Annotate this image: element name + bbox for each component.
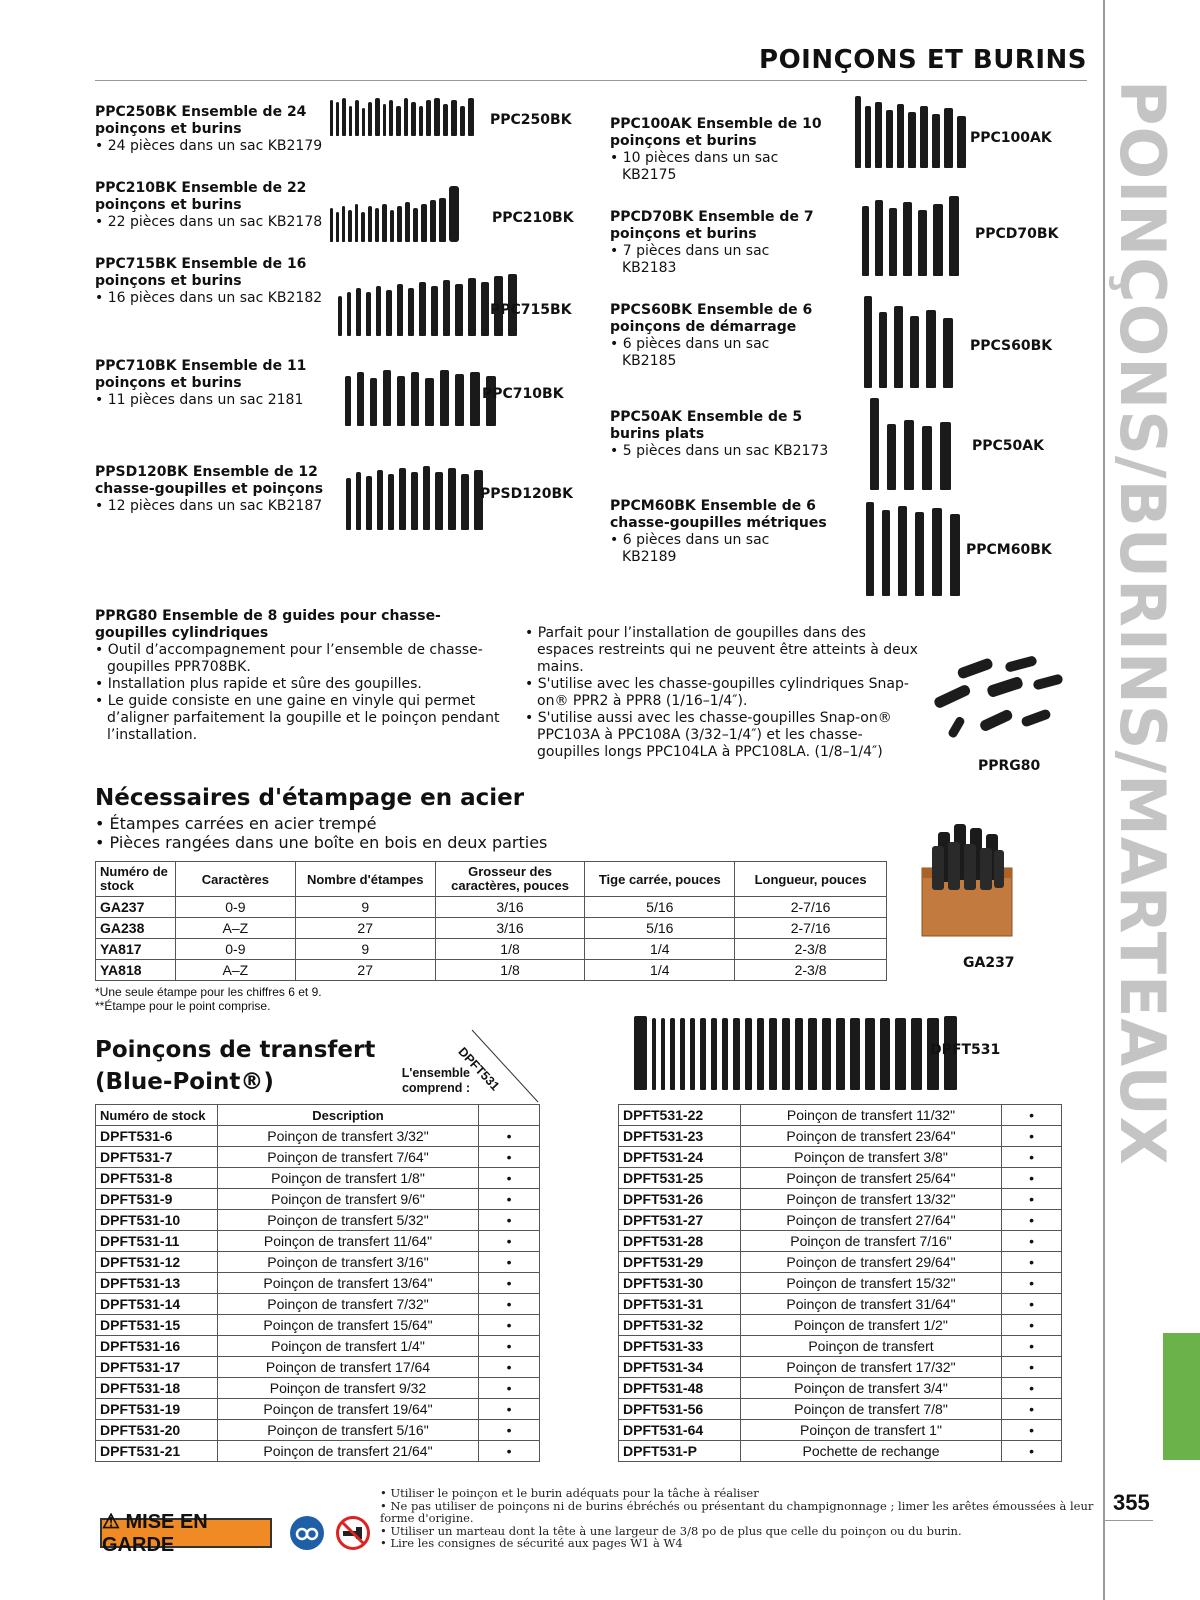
kit-included-dot: •: [479, 1273, 540, 1294]
description: Poinçon de transfert 7/8": [740, 1399, 1001, 1420]
kit-ppc100ak: [610, 116, 840, 184]
description: Poinçon de transfert 29/64": [740, 1252, 1001, 1273]
table-row: [96, 1378, 540, 1399]
kit-included-dot: •: [1002, 1399, 1062, 1420]
kit-code-diagonal: DPFT531: [455, 1044, 503, 1094]
table-row: [619, 1252, 1062, 1273]
tools-image-ppc100ak: [855, 96, 966, 168]
kit-bullet: • 7 pièces dans un sac: [610, 243, 770, 259]
table-row: [96, 1315, 540, 1336]
pprg80-bullet: • Outil d’accompagnement pour l’ensemble de chasse-goupilles PPR708BK.: [95, 642, 483, 675]
kit-included-dot: •: [479, 1252, 540, 1273]
kit-included-dot: •: [479, 1189, 540, 1210]
transfer-title-line2: (Blue-Point®): [95, 1069, 274, 1095]
stock-number: DPFT531-31: [619, 1294, 741, 1315]
kit-bullet-cont: KB2185: [622, 353, 677, 369]
stock-number: DPFT531-56: [619, 1399, 741, 1420]
col-header: Numéro de stock: [96, 1105, 218, 1126]
table-row: [619, 1357, 1062, 1378]
description: Poinçon de transfert 1": [740, 1420, 1001, 1441]
table-row: [619, 1273, 1062, 1294]
kit-title: PPSD120BK Ensemble de 12 chasse-goupilles et poinçons: [95, 464, 324, 497]
kit-title: PPC100AK Ensemble de 10 poinçons et burins: [610, 116, 822, 149]
product-code: PPSD120BK: [480, 486, 573, 502]
kit-included-dot: •: [479, 1357, 540, 1378]
description: Poinçon de transfert 9/6": [217, 1189, 478, 1210]
transfer-table-right: [618, 1104, 1062, 1462]
kit-bullet: • 5 pièces dans un sac KB2173: [610, 443, 829, 459]
kit-bullet-cont: KB2189: [622, 549, 677, 565]
col-header: Longueur, pouces: [735, 862, 887, 897]
stock-number: DPFT531-8: [96, 1168, 218, 1189]
kit-bullet-cont: KB2175: [622, 167, 677, 183]
kit-ppcm60bk: [610, 498, 850, 566]
stock-number: DPFT531-24: [619, 1147, 741, 1168]
safety-line: • Utiliser un marteau dont la tête à une largeur de 3/8 po de plus que celle du poinçon ou du burin.: [380, 1523, 962, 1538]
description: Poinçon de transfert 13/32": [740, 1189, 1001, 1210]
kit-bullet: • 6 pièces dans un sac: [610, 532, 770, 548]
transfer-title: [95, 1034, 375, 1098]
table-row: [96, 1441, 540, 1462]
table-row: YA817 0-9 9 1/8 1/4 2-3/8: [96, 939, 887, 960]
kit-included-dot: •: [479, 1420, 540, 1441]
description: Poinçon de transfert 13/64": [217, 1273, 478, 1294]
kit-included-dot: •: [1002, 1126, 1062, 1147]
table-row: [96, 1168, 540, 1189]
description: Poinçon de transfert 7/64": [217, 1147, 478, 1168]
kit-title: PPCD70BK Ensemble de 7 poinçons et burins: [610, 209, 814, 242]
kit-included-dot: •: [1002, 1168, 1062, 1189]
description: Poinçon de transfert 31/64": [740, 1294, 1001, 1315]
description: Poinçon de transfert 17/64: [217, 1357, 478, 1378]
safety-line: • Utiliser le poinçon et le burin adéquats pour la tâche à réaliser: [380, 1486, 759, 1500]
safety-line: • Lire les consignes de sécurité aux pages W1 à W4: [380, 1536, 683, 1550]
table-row: [619, 1441, 1062, 1462]
stock-number: DPFT531-27: [619, 1210, 741, 1231]
tools-image-ppsd120bk: [346, 466, 483, 530]
table-row: [96, 1336, 540, 1357]
table-row: [619, 1105, 1062, 1126]
kit-ppc250bk: [95, 104, 325, 155]
col-header: Caractères: [175, 862, 295, 897]
col-header: Grosseur des caractères, pouces: [435, 862, 585, 897]
stock-number: DPFT531-13: [96, 1273, 218, 1294]
kit-included-dot: •: [1002, 1357, 1062, 1378]
stock-number: DPFT531-P: [619, 1441, 741, 1462]
stamping-bullets: [95, 814, 547, 852]
table-row: GA237 0-9 9 3/16 5/16 2-7/16: [96, 897, 887, 918]
tools-image-ppcm60bk: [866, 502, 960, 596]
kit-ppc210bk: [95, 180, 325, 231]
kit-title: PPC50AK Ensemble de 5 burins plats: [610, 409, 803, 442]
kit-title: PPC710BK Ensemble de 11 poinçons et burins: [95, 358, 307, 391]
col-header: Description: [217, 1105, 478, 1126]
page-title: POINÇONS ET BURINS: [759, 45, 1087, 75]
pprg80-title: PPRG80 Ensemble de 8 guides pour chasse-goupilles cylindriques: [95, 608, 441, 641]
transfer-table-left: [95, 1104, 540, 1462]
col-header-kit: [479, 1105, 540, 1126]
kit-included-dot: •: [1002, 1273, 1062, 1294]
stock-number: DPFT531-32: [619, 1315, 741, 1336]
table-row: [619, 1420, 1062, 1441]
table-row: [96, 1420, 540, 1441]
kit-included-dot: •: [1002, 1420, 1062, 1441]
kit-included-dot: •: [479, 1231, 540, 1252]
table-row: [619, 1210, 1062, 1231]
product-code: PPC100AK: [970, 130, 1052, 146]
page-header: [95, 45, 1087, 81]
tools-image-ppc210bk: [330, 186, 459, 242]
kit-title: PPCS60BK Ensemble de 6 poinçons de démarrage: [610, 302, 813, 335]
product-code: PPCD70BK: [975, 226, 1059, 242]
description: Poinçon de transfert 15/64": [217, 1315, 478, 1336]
kit-ppc710bk: [95, 358, 325, 409]
stock-number: DPFT531-28: [619, 1231, 741, 1252]
product-code: PPCS60BK: [970, 338, 1053, 354]
table-row: [96, 1189, 540, 1210]
table-row: [619, 1399, 1062, 1420]
description: Poinçon de transfert 5/16": [217, 1420, 478, 1441]
product-code: PPC715BK: [490, 302, 572, 318]
safety-line: • Ne pas utiliser de poinçons ni de burins ébréchés ou présentant du champignonnage ; limer les arêtes émoussées à leur forme d'origine.: [380, 1498, 1094, 1525]
kit-included-dot: •: [479, 1126, 540, 1147]
kit-includes-label: L'ensemble comprend :: [401, 1066, 470, 1095]
table-row: [96, 1126, 540, 1147]
kit-bullet: • 24 pièces dans un sac KB2179: [95, 138, 323, 154]
col-header: Nombre d'étampes: [295, 862, 435, 897]
stock-number: DPFT531-11: [96, 1231, 218, 1252]
stock-number: DPFT531-16: [96, 1336, 218, 1357]
kit-included-dot: •: [1002, 1231, 1062, 1252]
kit-included-dot: •: [1002, 1441, 1062, 1462]
tools-image-ppcs60bk: [864, 294, 953, 388]
transfer-title-line1: Poinçons de transfert: [95, 1037, 376, 1063]
stock-number: DPFT531-48: [619, 1378, 741, 1399]
page-number-rule: [1103, 1520, 1153, 1521]
kit-included-dot: •: [479, 1336, 540, 1357]
table-row: [619, 1315, 1062, 1336]
kit-included-dot: •: [1002, 1315, 1062, 1336]
table-row: [619, 1336, 1062, 1357]
pprg80-guides-image: [925, 655, 1075, 753]
tools-image-ppc710bk: [345, 370, 496, 426]
stock-number: DPFT531-25: [619, 1168, 741, 1189]
tools-image-ppc50ak: [870, 398, 951, 490]
table-row: [619, 1126, 1062, 1147]
stamping-bullet: • Étampes carrées en acier trempé: [95, 814, 377, 833]
kit-included-dot: •: [479, 1315, 540, 1336]
col-header: Numéro de stock: [96, 862, 176, 897]
side-section-label: POINÇONS/BURINS/MARTEAUX: [1106, 80, 1179, 1166]
kit-included-dot: •: [479, 1399, 540, 1420]
warning-badge: ⚠ MISE EN GARDE: [100, 1518, 272, 1548]
table-row: GA238 A–Z 27 3/16 5/16 2-7/16: [96, 918, 887, 939]
stock-number: DPFT531-9: [96, 1189, 218, 1210]
kit-included-dot: •: [479, 1378, 540, 1399]
description: Poinçon de transfert 17/32": [740, 1357, 1001, 1378]
kit-ppc50ak: [610, 409, 850, 460]
stamping-note: **Étampe pour le point comprise.: [95, 999, 271, 1013]
kit-included-dot: •: [1002, 1147, 1062, 1168]
stamping-title: Nécessaires d'étampage en acier: [95, 785, 525, 811]
kit-included-dot: •: [479, 1210, 540, 1231]
description: Poinçon de transfert 3/8": [740, 1147, 1001, 1168]
kit-included-dot: •: [1002, 1105, 1062, 1126]
description: Poinçon de transfert 11/64": [217, 1231, 478, 1252]
tools-image-ppc250bk: [330, 96, 474, 136]
stamping-notes: [95, 985, 322, 1013]
pprg80-bullet: • Parfait pour l’installation de goupilles dans des espaces restreints qui ne peuvent être atteints à deux mains.: [525, 625, 918, 675]
description: Poinçon de transfert 9/32: [217, 1378, 478, 1399]
stock-number: DPFT531-30: [619, 1273, 741, 1294]
eye-protection-icon: [290, 1516, 324, 1550]
table-row: YA818 A–Z 27 1/8 1/4 2-3/8: [96, 960, 887, 981]
kit-title: PPC715BK Ensemble de 16 poinçons et burins: [95, 256, 307, 289]
side-section-title: [1102, 80, 1182, 1240]
stock-number: DPFT531-10: [96, 1210, 218, 1231]
description: Poinçon de transfert 7/32": [217, 1294, 478, 1315]
kit-included-dot: •: [479, 1168, 540, 1189]
table-row: [96, 1399, 540, 1420]
stock-number: DPFT531-64: [619, 1420, 741, 1441]
section-tab[interactable]: [1163, 1333, 1200, 1460]
stock-number: DPFT531-14: [96, 1294, 218, 1315]
kit-bullet: • 6 pièces dans un sac: [610, 336, 770, 352]
kit-bullet-cont: KB2183: [622, 260, 677, 276]
table-row: [96, 1147, 540, 1168]
ga237-stamp-box-image: [918, 818, 1018, 940]
description: Poinçon de transfert 15/32": [740, 1273, 1001, 1294]
product-code: PPC50AK: [972, 438, 1044, 454]
kit-included-dot: •: [1002, 1210, 1062, 1231]
pprg80-features: [525, 625, 925, 761]
description: Poinçon de transfert 23/64": [740, 1126, 1001, 1147]
kit-ppcs60bk: [610, 302, 840, 370]
description: Poinçon de transfert 1/4": [217, 1336, 478, 1357]
stock-number: DPFT531-33: [619, 1336, 741, 1357]
stamping-table: [95, 861, 887, 981]
kit-included-dot: •: [1002, 1189, 1062, 1210]
stock-number: DPFT531-29: [619, 1252, 741, 1273]
pprg80-bullet: • S'utilise aussi avec les chasse-goupilles Snap-on® PPC103A à PPC108A (3/32–1/4″) et les chasse-goupilles longs PPC104LA à PPC108LA. (1/8–1/4″): [525, 710, 892, 760]
kit-ppsd120bk: [95, 464, 335, 515]
kit-bullet: • 10 pièces dans un sac: [610, 150, 779, 166]
table-row: [619, 1147, 1062, 1168]
description: Poinçon de transfert 1/2": [740, 1315, 1001, 1336]
kit-included-dot: •: [1002, 1252, 1062, 1273]
description: Poinçon de transfert 25/64": [740, 1168, 1001, 1189]
kit-bullet: • 22 pièces dans un sac KB2178: [95, 214, 323, 230]
tools-image-ppcd70bk: [862, 196, 959, 276]
kit-bullet: • 12 pièces dans un sac KB2187: [95, 498, 323, 514]
kit-bullet: • 16 pièces dans un sac KB2182: [95, 290, 323, 306]
stock-number: DPFT531-18: [96, 1378, 218, 1399]
description: Poinçon de transfert 3/4": [740, 1378, 1001, 1399]
kit-title: PPCM60BK Ensemble de 6 chasse-goupilles métriques: [610, 498, 827, 531]
product-code: DPFT531: [930, 1042, 1001, 1058]
dpft531-punches-image: [634, 1014, 957, 1090]
table-row: [619, 1231, 1062, 1252]
kit-bullet: • 11 pièces dans un sac 2181: [95, 392, 304, 408]
stamping-bullet: • Pièces rangées dans une boîte en bois en deux parties: [95, 833, 548, 852]
table-row: [619, 1189, 1062, 1210]
description: Poinçon de transfert: [740, 1336, 1001, 1357]
stock-number: DPFT531-15: [96, 1315, 218, 1336]
stock-number: DPFT531-21: [96, 1441, 218, 1462]
stock-number: DPFT531-20: [96, 1420, 218, 1441]
table-row: [619, 1294, 1062, 1315]
pprg80-block: [95, 608, 505, 744]
product-code: PPCM60BK: [966, 542, 1052, 558]
description: Poinçon de transfert 7/16": [740, 1231, 1001, 1252]
table-row: [619, 1378, 1062, 1399]
stock-number: DPFT531-12: [96, 1252, 218, 1273]
kit-title: PPC250BK Ensemble de 24 poinçons et burins: [95, 104, 307, 137]
table-row: [96, 1231, 540, 1252]
page-number: 355: [1113, 1490, 1150, 1515]
table-row: [96, 1273, 540, 1294]
description: Poinçon de transfert 3/32": [217, 1126, 478, 1147]
description: Poinçon de transfert 21/64": [217, 1441, 478, 1462]
description: Poinçon de transfert 3/16": [217, 1252, 478, 1273]
kit-included-dot: •: [479, 1147, 540, 1168]
kit-included-dot: •: [1002, 1378, 1062, 1399]
product-code: PPRG80: [978, 758, 1041, 774]
stock-number: DPFT531-6: [96, 1126, 218, 1147]
table-row: [96, 1357, 540, 1378]
description: Poinçon de transfert 27/64": [740, 1210, 1001, 1231]
kit-included-dot: •: [1002, 1294, 1062, 1315]
product-code: PPC210BK: [492, 210, 574, 226]
stock-number: DPFT531-19: [96, 1399, 218, 1420]
stock-number: DPFT531-22: [619, 1105, 741, 1126]
table-row: [96, 1294, 540, 1315]
table-row: [96, 1210, 540, 1231]
description: Poinçon de transfert 5/32": [217, 1210, 478, 1231]
product-code: PPC250BK: [490, 112, 572, 128]
stock-number: DPFT531-34: [619, 1357, 741, 1378]
stock-number: DPFT531-7: [96, 1147, 218, 1168]
kit-included-dot: •: [479, 1294, 540, 1315]
product-code: GA237: [963, 955, 1015, 971]
description: Poinçon de transfert 19/64": [217, 1399, 478, 1420]
safety-instructions: [380, 1487, 1095, 1550]
pprg80-bullet: • Le guide consiste en une gaine en vinyle qui permet d’aligner parfaitement la goupille et le poinçon pendant l’installation.: [95, 693, 500, 743]
kit-included-dot: •: [479, 1441, 540, 1462]
pprg80-bullet: • Installation plus rapide et sûre des goupilles.: [95, 676, 422, 692]
table-row: [619, 1168, 1062, 1189]
no-chipped-tool-icon: [336, 1516, 370, 1550]
description: Poinçon de transfert 11/32": [740, 1105, 1001, 1126]
stock-number: DPFT531-26: [619, 1189, 741, 1210]
stock-number: DPFT531-23: [619, 1126, 741, 1147]
table-row: [96, 1252, 540, 1273]
description: Poinçon de transfert 1/8": [217, 1168, 478, 1189]
kit-ppcd70bk: [610, 209, 840, 277]
stamping-note: *Une seule étampe pour les chiffres 6 et 9.: [95, 985, 322, 999]
kit-ppc715bk: [95, 256, 325, 307]
stock-number: DPFT531-17: [96, 1357, 218, 1378]
pprg80-bullet: • S'utilise avec les chasse-goupilles cylindriques Snap-on® PPR2 à PPR8 (1/16–1/4″).: [525, 676, 909, 709]
kit-included-dot: •: [1002, 1336, 1062, 1357]
product-code: PPC710BK: [482, 386, 564, 402]
kit-title: PPC210BK Ensemble de 22 poinçons et burins: [95, 180, 307, 213]
col-header: Tige carrée, pouces: [585, 862, 735, 897]
description: Pochette de rechange: [740, 1441, 1001, 1462]
